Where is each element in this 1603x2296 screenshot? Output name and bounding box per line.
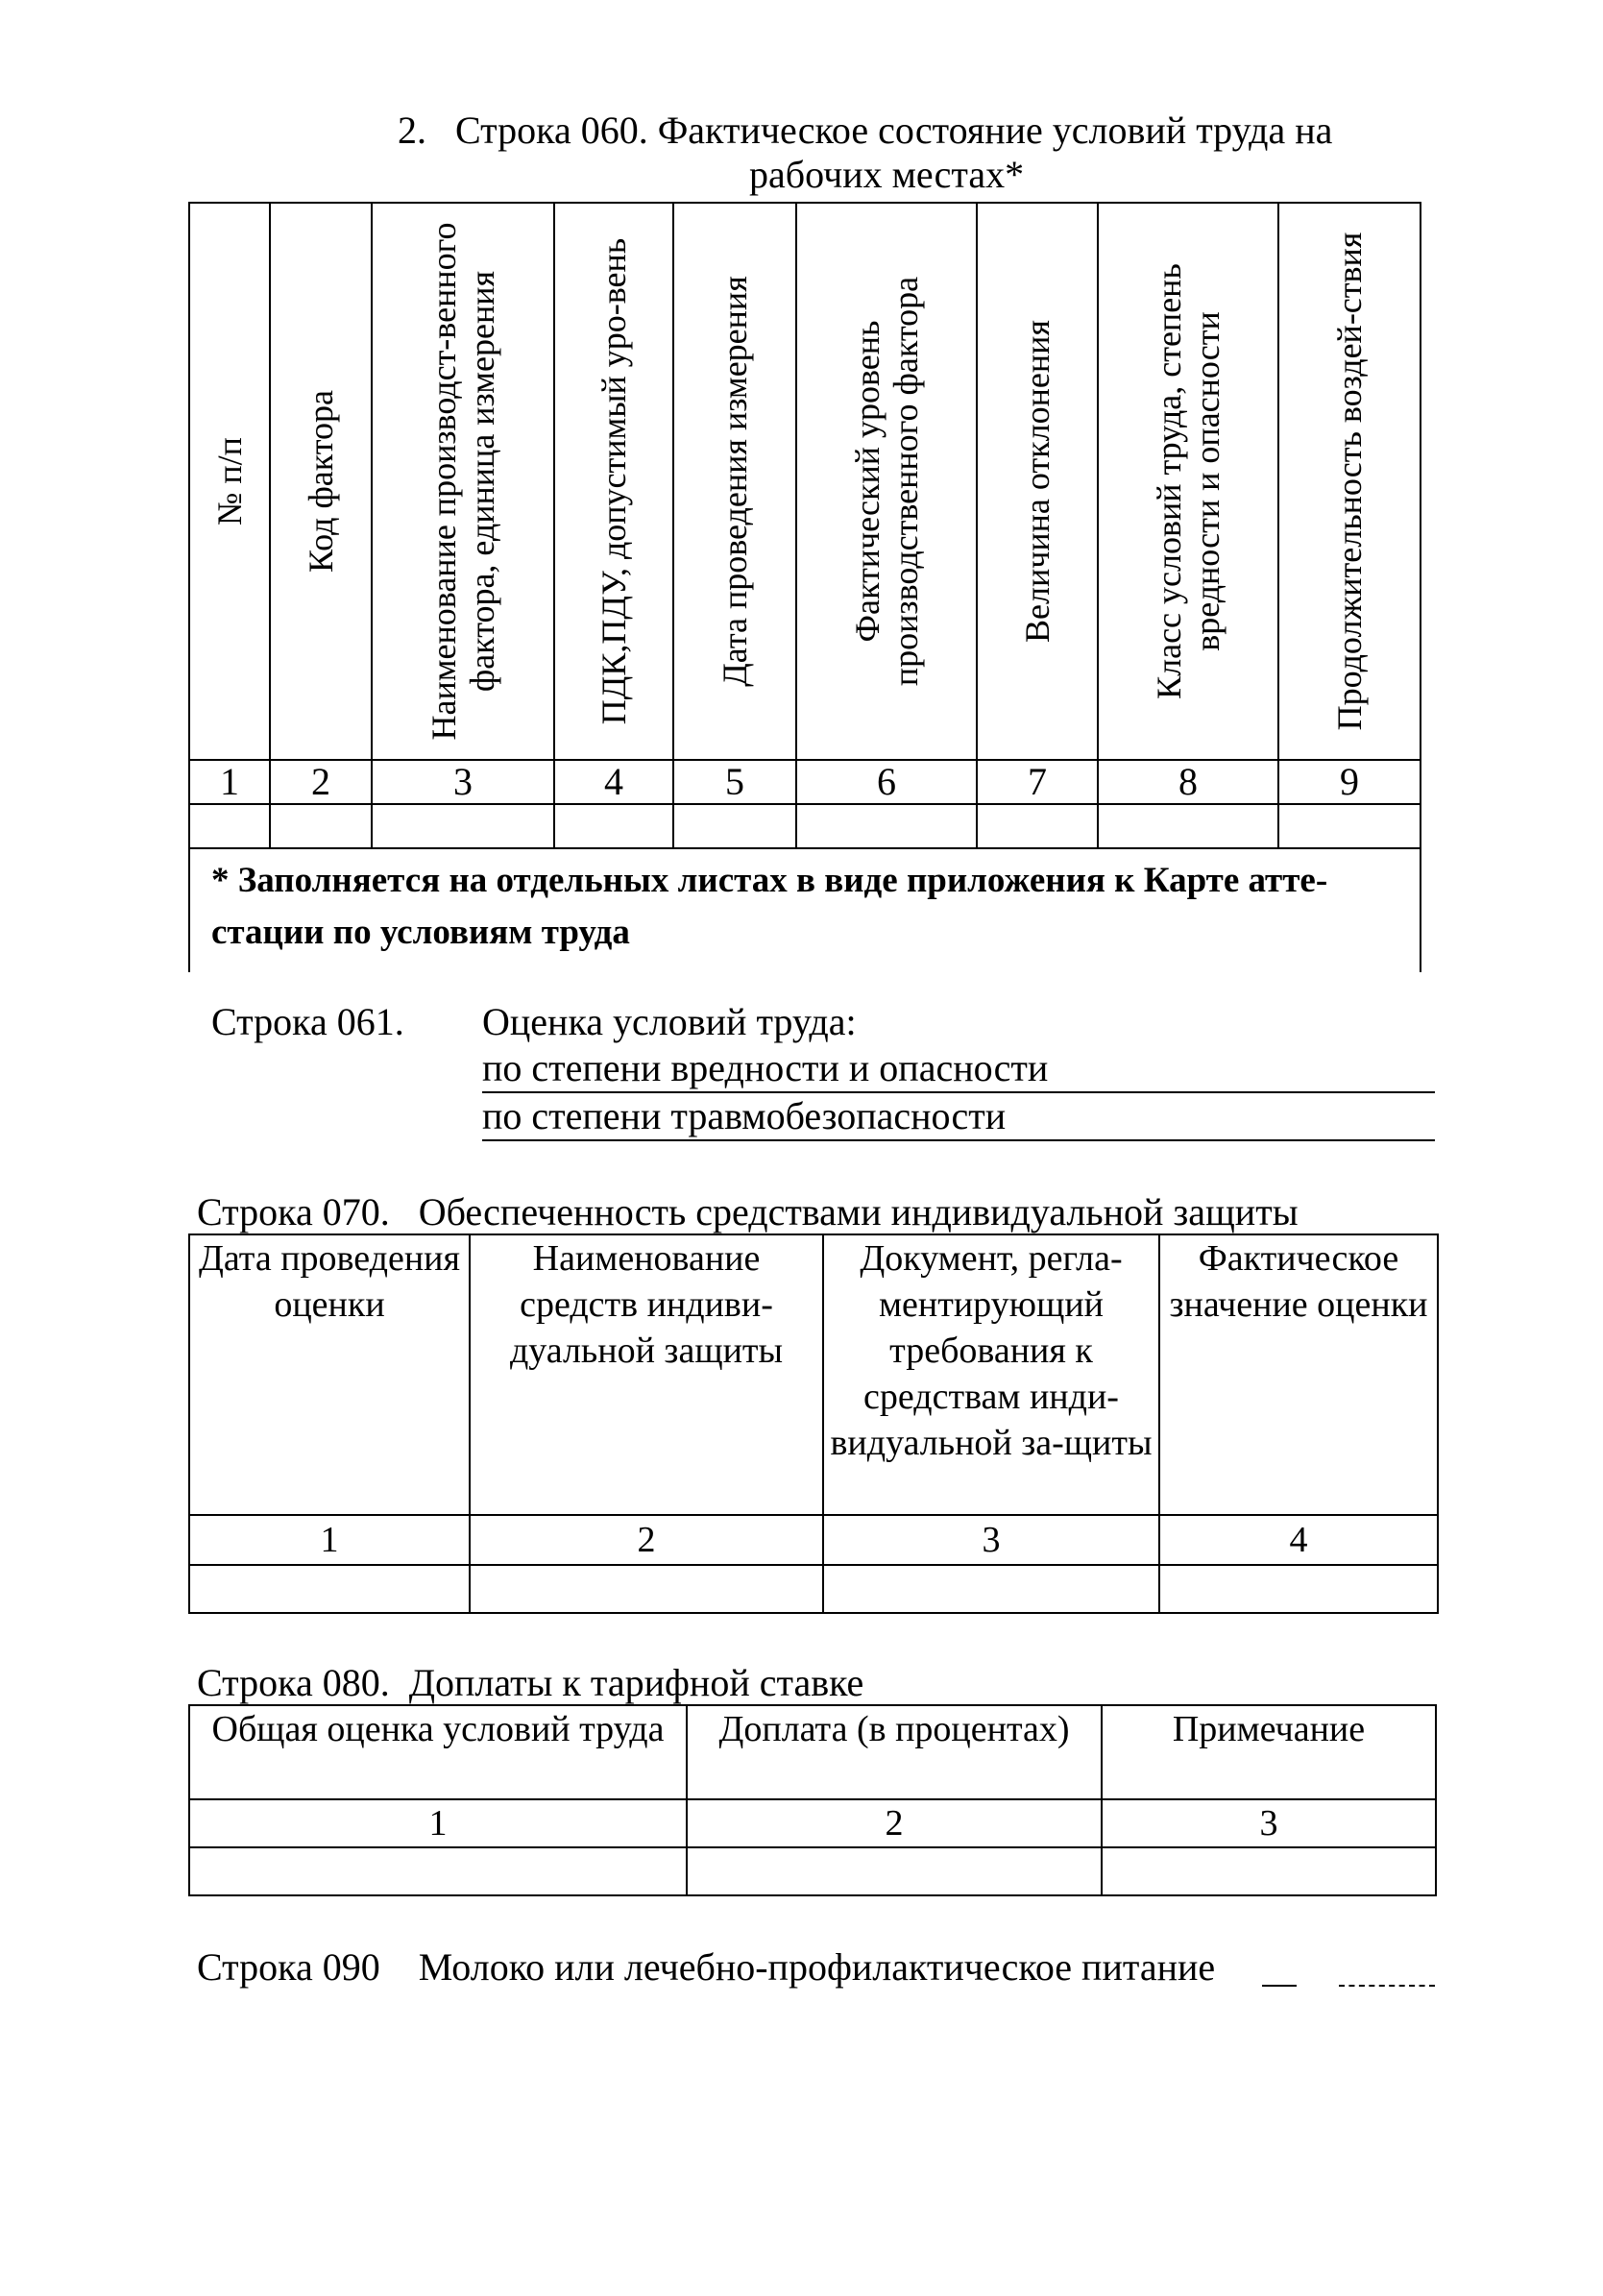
column-header: Дата проведения оценки bbox=[189, 1234, 470, 1515]
column-header: Примечание bbox=[1102, 1705, 1436, 1799]
table-cell[interactable] bbox=[554, 804, 673, 848]
column-number-row bbox=[189, 760, 1421, 804]
footnote-row bbox=[189, 848, 1421, 972]
column-number: 3 bbox=[823, 1515, 1159, 1565]
column-number: 1 bbox=[189, 760, 270, 804]
section-060-title: Строка 060. Фактическое состояние условий труда на bbox=[455, 109, 1333, 152]
table-cell[interactable] bbox=[977, 804, 1098, 848]
column-number: 2 bbox=[687, 1799, 1102, 1847]
table-070 bbox=[188, 1233, 1439, 1614]
column-header: Фактическое значение оценки bbox=[1159, 1234, 1438, 1515]
column-header: № п/п bbox=[189, 203, 270, 760]
table-cell[interactable] bbox=[823, 1565, 1159, 1613]
footnote: * Заполняется на отдельных листах в виде приложения к Карте атте-стации по условиям труда bbox=[189, 848, 1421, 972]
table-cell[interactable] bbox=[270, 804, 372, 848]
column-number: 1 bbox=[189, 1799, 687, 1847]
table-060-header-row bbox=[189, 203, 1421, 760]
column-number: 9 bbox=[1278, 760, 1421, 804]
column-number: 7 bbox=[977, 760, 1098, 804]
section-061-label: Строка 061. bbox=[211, 1000, 404, 1043]
column-number: 2 bbox=[470, 1515, 823, 1565]
table-060 bbox=[188, 202, 1421, 972]
column-number-row bbox=[189, 1515, 1438, 1565]
column-header: Наименование средств индиви-дуальной защиты bbox=[470, 1234, 823, 1515]
column-number: 3 bbox=[1102, 1799, 1436, 1847]
table-080-empty-row bbox=[189, 1847, 1436, 1895]
table-cell[interactable] bbox=[189, 804, 270, 848]
table-cell[interactable] bbox=[796, 804, 977, 848]
table-cell[interactable] bbox=[687, 1847, 1102, 1895]
column-header: Наименование производст-венного фактора, единица измерения bbox=[372, 203, 554, 760]
column-header: Продолжительность воздей-ствия bbox=[1278, 203, 1421, 760]
section-060-title-line1 bbox=[398, 108, 1332, 154]
injury-safety-fill-line[interactable] bbox=[482, 1139, 1435, 1141]
column-header: Величина отклонения bbox=[977, 203, 1098, 760]
injury-safety-label: по степени травмобезопасности bbox=[482, 1094, 1007, 1137]
column-number: 8 bbox=[1098, 760, 1278, 804]
column-header: ПДК,ПДУ, допустимый уро-вень bbox=[554, 203, 673, 760]
table-cell[interactable] bbox=[673, 804, 796, 848]
column-header: Дата проведения измерения bbox=[673, 203, 796, 760]
section-090-text: Строка 090 Молоко или лечебно-профилактическое питание bbox=[197, 1945, 1216, 1989]
column-number: 3 bbox=[372, 760, 554, 804]
column-header: Общая оценка условий труда bbox=[189, 1705, 687, 1799]
column-header: Класс условий труда, степень вредности и опасности bbox=[1098, 203, 1278, 760]
table-cell[interactable] bbox=[1098, 804, 1278, 848]
table-cell[interactable] bbox=[1278, 804, 1421, 848]
table-070-header-row bbox=[189, 1234, 1438, 1515]
column-number: 1 bbox=[189, 1515, 470, 1565]
column-header: Доплата (в процентах) bbox=[687, 1705, 1102, 1799]
column-header: Фактический уровень производственного фактора bbox=[796, 203, 977, 760]
table-cell[interactable] bbox=[189, 1847, 687, 1895]
column-number: 5 bbox=[673, 760, 796, 804]
column-header: Документ, регла-ментирующий требования к средствам инди-видуальной за-щиты bbox=[823, 1234, 1159, 1515]
column-number: 2 bbox=[270, 760, 372, 804]
column-number: 6 bbox=[796, 760, 977, 804]
table-060-empty-row bbox=[189, 804, 1421, 848]
table-cell[interactable] bbox=[1102, 1847, 1436, 1895]
section-070-title: Строка 070. Обеспеченность средствами индивидуальной защиты bbox=[197, 1190, 1299, 1233]
table-070-empty-row bbox=[189, 1565, 1438, 1613]
fill-line[interactable] bbox=[1339, 1985, 1435, 1987]
table-080 bbox=[188, 1704, 1437, 1896]
column-number: 4 bbox=[554, 760, 673, 804]
table-cell[interactable] bbox=[189, 1565, 470, 1613]
column-number-row bbox=[189, 1799, 1436, 1847]
hazard-level-label: по степени вредности и опасности bbox=[482, 1046, 1049, 1089]
section-060-title-line2: рабочих местах* bbox=[749, 153, 1025, 196]
table-cell[interactable] bbox=[372, 804, 554, 848]
section-061-title: Оценка условий труда: bbox=[482, 1000, 857, 1043]
section-080-title: Строка 080. Доплаты к тарифной ставке bbox=[197, 1661, 864, 1704]
table-cell[interactable] bbox=[470, 1565, 823, 1613]
section-number: 2. bbox=[398, 109, 426, 152]
table-080-header-row bbox=[189, 1705, 1436, 1799]
column-header: Код фактора bbox=[270, 203, 372, 760]
column-number: 4 bbox=[1159, 1515, 1438, 1565]
table-cell[interactable] bbox=[1159, 1565, 1438, 1613]
fill-line[interactable] bbox=[1262, 1985, 1297, 1987]
